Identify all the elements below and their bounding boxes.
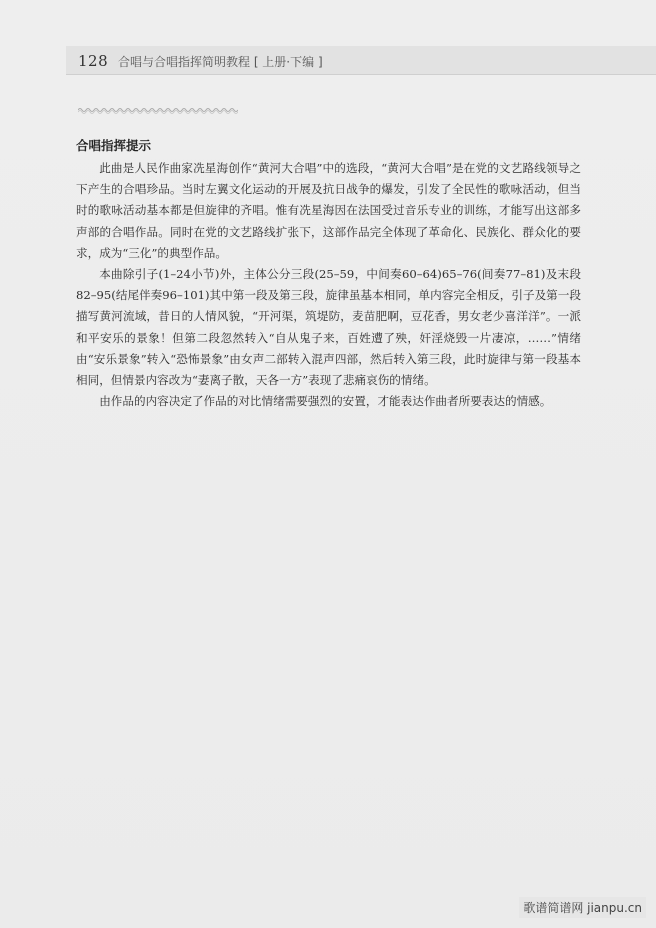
body-text xyxy=(76,158,581,412)
paragraph-1: 此曲是人民作曲家冼星海创作“黄河大合唱”中的选段，“黄河大合唱”是在党的文艺路线领导之下产生的合唱珍品。当时左翼文化运动的开展及抗日战争的爆发，引发了全民性的歌咏活动，但当时的歌咏活动基本都是但旋律的齐唱。惟有冼星海因在法国受过音乐专业的训练，才能写出这部多声部的合唱作品。同时在党的文艺路线扩张下，这部作品完全体现了革命化、民族化、群众化的要求，成为“三化”的典型作品。 xyxy=(76,161,581,260)
decorative-wavy-divider xyxy=(78,106,238,114)
page-number: 128 xyxy=(78,52,109,70)
header-rule xyxy=(66,74,656,75)
paragraph-2: 本曲除引子(1–24小节)外，主体公分三段(25–59，中间奏60–64)65–76(间奏77–81)及末段82–95(结尾伴奏96–101)其中第一段及第三段，旋律虽基本相同，单内容完全相反，引子及第一段描写黄河流域，昔日的人情风貌，“开河渠，筑堤防，麦苗肥啊，豆花香，男女老少喜洋洋”。一派和平安乐的景象！但第二段忽然转入“自从鬼子来，百姓遭了殃，奸淫烧毁一片凄凉，……”情绪由“安乐景象”转入“恐怖景象”由女声二部转入混声四部，然后转入第三段，此时旋律与第一段基本相同，但情景内容改为“妻离子散，天各一方”表现了悲痛哀伤的情绪。 xyxy=(76,267,581,388)
paragraph-3: 由作品的内容决定了作品的对比情绪需要强烈的安置，才能表达作曲者所要表达的情感。 xyxy=(99,394,552,409)
site-watermark: 歌谱简谱网 jianpu.cn xyxy=(519,897,646,918)
section-heading: 合唱指挥提示 xyxy=(76,138,152,153)
running-header-title: 合唱与合唱指挥简明教程 [ 上册·下编 ] xyxy=(118,55,323,69)
